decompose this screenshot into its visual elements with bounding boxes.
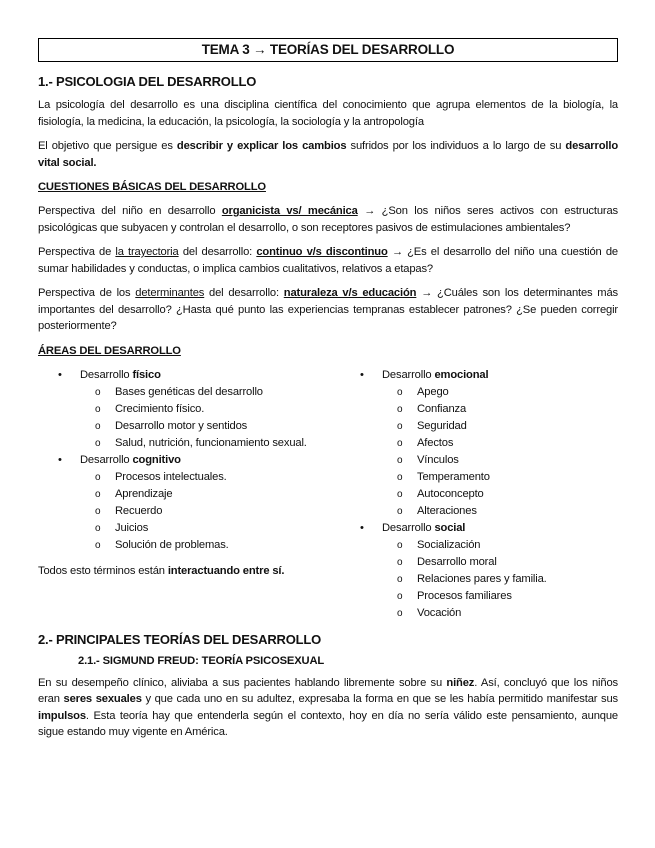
list-item bbox=[38, 418, 310, 435]
objective-paragraph bbox=[38, 138, 618, 171]
list-item bbox=[360, 554, 618, 571]
text-run: . Así, concluyó que los niños eran bbox=[38, 676, 618, 705]
list-item bbox=[360, 520, 618, 537]
list-item bbox=[38, 537, 310, 554]
bold-underlined-text: continuo v/s discontinuo bbox=[256, 246, 388, 258]
question-determinantes bbox=[38, 285, 618, 335]
sub-item-label: Afectos bbox=[417, 436, 454, 449]
question-organicista bbox=[38, 203, 618, 236]
sub-bullet-icon: o bbox=[397, 590, 403, 602]
list-item bbox=[38, 435, 310, 452]
sub-item-label: Alteraciones bbox=[417, 504, 477, 517]
bullet-icon: • bbox=[360, 368, 364, 381]
sub-bullet-icon: o bbox=[397, 386, 403, 398]
text-run: Perspectiva del niño en desarrollo bbox=[38, 205, 222, 217]
list-item bbox=[360, 401, 618, 418]
sub-bullet-icon: o bbox=[397, 607, 403, 619]
bold-text: social bbox=[434, 521, 466, 534]
sub-bullet-icon: o bbox=[397, 420, 403, 432]
intro-paragraph: La psicología del desarrollo es una disciplina científica del conocimiento que agrupa elementos de la biología, la fisiología, la medicina, la educación, la psicología, la sociología y la antropología bbox=[38, 99, 618, 128]
bold-text: emocional bbox=[434, 368, 489, 381]
sub-bullet-icon: o bbox=[95, 437, 101, 449]
text-run: → ¿Es el desarrollo del niño una cuestión de sumar habilidades y conductas, o implica cambios cualitativos, relativos a etapas? bbox=[38, 246, 618, 275]
list-item bbox=[38, 469, 310, 486]
text-run: El objetivo que persigue es bbox=[38, 140, 177, 152]
text-run: En su desempeño clínico, aliviaba a sus pacientes hablando libremente sobre su bbox=[38, 676, 447, 689]
bullet-icon: • bbox=[360, 521, 364, 534]
sub-bullet-icon: o bbox=[95, 471, 101, 483]
areas-columns bbox=[38, 367, 618, 622]
sub-item-label: Procesos intelectuales. bbox=[115, 470, 227, 483]
text-run: Desarrollo bbox=[80, 368, 133, 381]
list-item bbox=[38, 486, 310, 503]
text-run: Desarrollo bbox=[382, 521, 435, 534]
sub-item-label: Apego bbox=[417, 385, 449, 398]
list-item bbox=[38, 503, 310, 520]
list-item bbox=[38, 452, 310, 469]
area-label bbox=[80, 367, 310, 384]
area-label bbox=[382, 520, 618, 537]
sub-item-label: Solución de problemas. bbox=[115, 538, 229, 551]
document-page bbox=[38, 38, 618, 749]
text-run: → ¿Cuáles son los determinantes más importantes del desarrollo? ¿Hasta qué punto las experiencias tempranas establecer patrones? ¿Se pueden corregir posteriormente? bbox=[38, 287, 618, 332]
bold-text: físico bbox=[132, 368, 161, 381]
text-run: sufridos por los individuos a lo largo de su bbox=[346, 140, 566, 152]
sub-bullet-icon: o bbox=[397, 403, 403, 415]
sub-bullet-icon: o bbox=[397, 454, 403, 466]
bold-text: describir y explicar los cambios bbox=[176, 140, 347, 152]
underlined-text: determinantes bbox=[135, 287, 205, 299]
list-item bbox=[360, 605, 618, 622]
sub-bullet-icon: o bbox=[95, 420, 101, 432]
sub-item-label: Juicios bbox=[115, 521, 149, 534]
list-item bbox=[360, 486, 618, 503]
list-item bbox=[38, 384, 310, 401]
freud-subheading: 2.1.- SIGMUND FREUD: TEORÍA PSICOSEXUAL bbox=[78, 654, 325, 667]
bullet-icon: • bbox=[58, 453, 62, 466]
sub-bullet-icon: o bbox=[95, 539, 101, 551]
text-run: . Esta teoría hay que entenderla según el contexto, hoy en día no sería válido este pensamiento, aunque sigue estando muy vigente en América. bbox=[38, 709, 618, 738]
sub-bullet-icon: o bbox=[95, 488, 101, 500]
bullet-icon: • bbox=[58, 368, 62, 381]
section-1-heading: 1.- PSICOLOGIA DEL DESARROLLO bbox=[38, 74, 257, 89]
list-item bbox=[360, 537, 618, 554]
list-item bbox=[360, 367, 618, 384]
bold-underlined-text: naturaleza v/s educación bbox=[283, 287, 417, 299]
sub-bullet-icon: o bbox=[397, 488, 403, 500]
text-run: del desarrollo: bbox=[178, 246, 257, 258]
text-run: → ¿Son los niños seres activos con estructuras psicológicas que subyacen y controlan el desarrollo, o son receptores pasivos de estimulaciones ambientales? bbox=[38, 205, 618, 234]
sub-bullet-icon: o bbox=[397, 505, 403, 517]
sub-item-label: Seguridad bbox=[417, 419, 467, 432]
sub-item-label: Socialización bbox=[417, 538, 481, 551]
areas-heading: ÁREAS DEL DESARROLLO bbox=[38, 344, 181, 357]
freud-paragraph bbox=[38, 675, 618, 741]
sub-item-label: Crecimiento físico. bbox=[115, 402, 205, 415]
question-trayectoria bbox=[38, 244, 618, 277]
text-run: Perspectiva de los bbox=[38, 287, 136, 299]
sub-item-label: Temperamento bbox=[417, 470, 490, 483]
sub-bullet-icon: o bbox=[397, 556, 403, 568]
text-run: Desarrollo bbox=[382, 368, 435, 381]
list-item bbox=[360, 384, 618, 401]
area-label bbox=[382, 367, 618, 384]
list-item bbox=[360, 588, 618, 605]
bold-underlined-text: organicista vs/ mecánica bbox=[221, 205, 358, 217]
sub-bullet-icon: o bbox=[95, 522, 101, 534]
list-item bbox=[360, 452, 618, 469]
sub-bullet-icon: o bbox=[397, 573, 403, 585]
list-item bbox=[360, 435, 618, 452]
list-item bbox=[360, 503, 618, 520]
sub-item-label: Desarrollo moral bbox=[417, 555, 497, 568]
sub-bullet-icon: o bbox=[95, 505, 101, 517]
text-run: y que cada uno en su adultez, expresaba la forma en que se les había permitido manifestar sus bbox=[141, 693, 618, 705]
text-run: Perspectiva de bbox=[38, 246, 116, 258]
list-item bbox=[360, 469, 618, 486]
bold-text: niñez bbox=[446, 676, 475, 689]
areas-left-column bbox=[38, 367, 310, 622]
list-item bbox=[360, 418, 618, 435]
bold-text: impulsos bbox=[38, 709, 86, 722]
sub-item-label: Bases genéticas del desarrollo bbox=[115, 385, 263, 398]
list-item bbox=[360, 571, 618, 588]
sub-item-label: Desarrollo motor y sentidos bbox=[115, 419, 248, 432]
cuestiones-heading: CUESTIONES BÁSICAS DEL DESARROLLO bbox=[38, 181, 266, 193]
list-item bbox=[38, 401, 310, 418]
sub-item-label: Procesos familiares bbox=[417, 589, 512, 602]
areas-right-column bbox=[360, 367, 618, 622]
sub-item-label: Salud, nutrición, funcionamiento sexual. bbox=[115, 436, 307, 449]
sub-bullet-icon: o bbox=[397, 471, 403, 483]
bold-text: seres sexuales bbox=[63, 693, 142, 705]
sub-item-label: Vocación bbox=[417, 606, 462, 619]
sub-item-label: Autoconcepto bbox=[417, 487, 484, 500]
text-run: Desarrollo bbox=[80, 453, 133, 466]
sub-item-label: Vínculos bbox=[417, 453, 459, 466]
document-title: TEMA 3 → TEORÍAS DEL DESARROLLO bbox=[38, 38, 618, 62]
sub-bullet-icon: o bbox=[95, 386, 101, 398]
bold-text: cognitivo bbox=[132, 453, 181, 466]
sub-item-label: Relaciones pares y familia. bbox=[417, 572, 547, 585]
area-label bbox=[80, 452, 310, 469]
bold-text: desarrollo vital social. bbox=[38, 140, 618, 169]
bold-text: interactuando entre sí. bbox=[167, 564, 285, 577]
sub-bullet-icon: o bbox=[397, 539, 403, 551]
sub-bullet-icon: o bbox=[95, 403, 101, 415]
list-item bbox=[38, 520, 310, 537]
sub-item-label: Recuerdo bbox=[115, 504, 163, 517]
text-run: del desarrollo: bbox=[204, 287, 284, 299]
sub-bullet-icon: o bbox=[397, 437, 403, 449]
underlined-text: la trayectoria bbox=[115, 246, 179, 258]
list-item bbox=[38, 367, 310, 384]
sub-item-label: Confianza bbox=[417, 402, 467, 415]
text-run: Todos esto términos están bbox=[38, 564, 168, 577]
interaction-note bbox=[38, 563, 310, 579]
section-2-heading: 2.- PRINCIPALES TEORÍAS DEL DESARROLLO bbox=[38, 631, 322, 647]
sub-item-label: Aprendizaje bbox=[115, 487, 173, 500]
